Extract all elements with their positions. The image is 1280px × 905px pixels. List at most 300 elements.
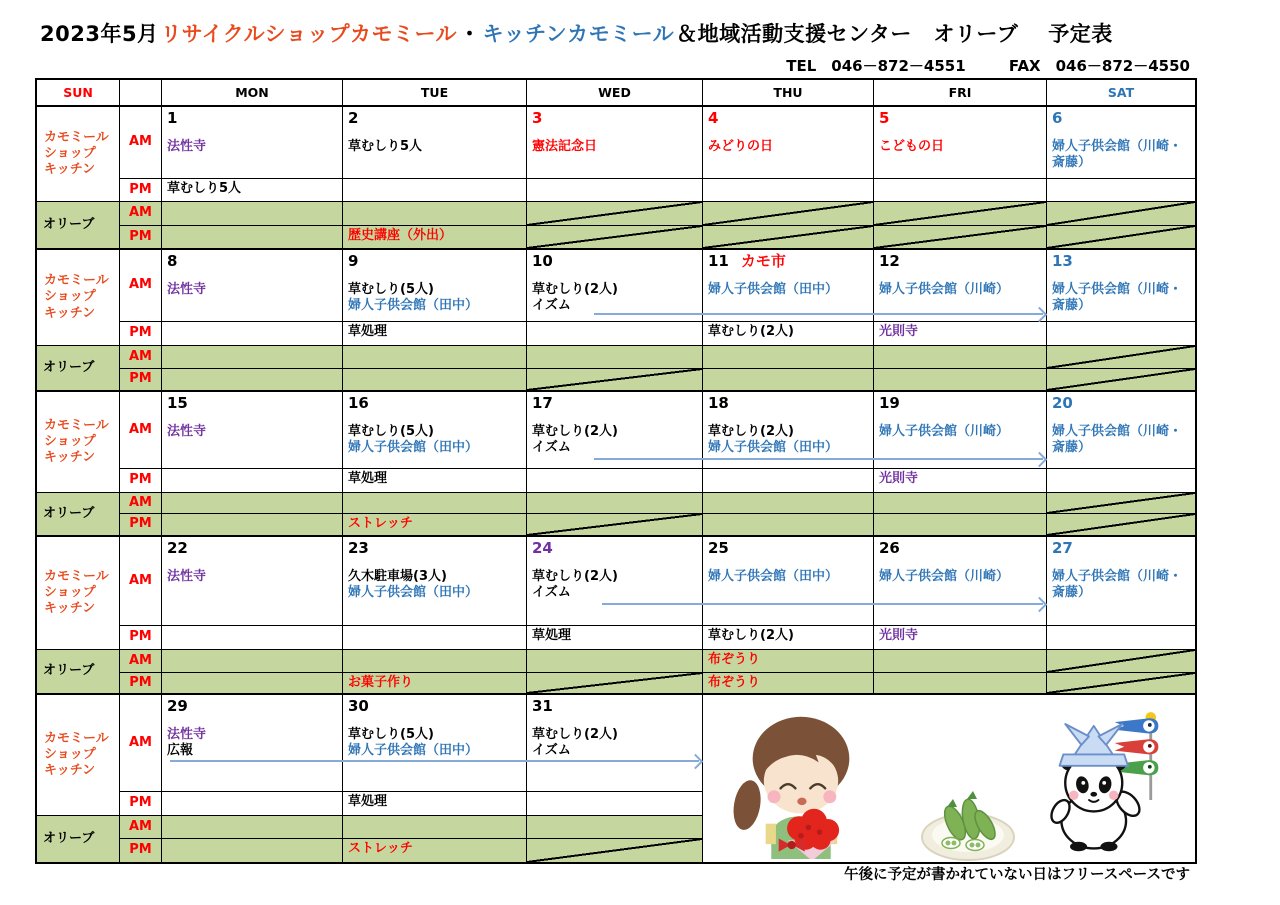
cell-may-8-pm: [162, 322, 343, 346]
olive-pm-entries: [343, 839, 526, 857]
schedule-entry: 法性寺: [167, 281, 207, 297]
green-peas-plate-illustration: [913, 785, 1023, 862]
olive-cell-may-20-am-closed: [1047, 493, 1195, 514]
olive-am-label: AM: [120, 346, 162, 369]
olive-cell-may-24-pm-closed: [527, 673, 703, 695]
schedule-entry: イズム: [532, 298, 571, 313]
group-label-olive: オリーブ: [37, 346, 120, 392]
olive-am-label: AM: [120, 816, 162, 839]
schedule-entry: 法性寺: [167, 138, 207, 154]
olive-pm-entries: [703, 673, 873, 691]
group-label-line: キッチン: [44, 305, 96, 321]
cell-may-13-am: [1047, 250, 1195, 322]
day-header-wed: WED: [527, 80, 703, 107]
day-number: 24: [532, 539, 553, 557]
olive-cell-may-17-am: [527, 493, 703, 514]
schedule-entry: 婦人子供会館（川崎）: [879, 281, 1010, 297]
olive-cell-may-30-am: [343, 816, 527, 839]
group-label-line: ショップ: [44, 289, 96, 305]
schedule-entry: 憲法記念日: [532, 138, 598, 154]
cell-may-16-am: [343, 392, 527, 469]
pm-label: PM: [120, 626, 162, 650]
cell-may-9-am: [343, 250, 527, 322]
pm-label: PM: [120, 469, 162, 493]
cell-may-12-pm: [874, 322, 1047, 346]
schedule-entry: 草処理: [532, 628, 572, 643]
cell-may-24-pm: [527, 626, 703, 650]
am-entries: [527, 282, 702, 315]
schedule-entry: 法性寺: [167, 568, 207, 584]
schedule-entry: 婦人子供会館（田中）: [708, 568, 839, 584]
schedule-entry: イズム: [532, 743, 571, 758]
schedule-entry: 婦人子供会館（田中）: [708, 440, 839, 455]
day-number: 3: [532, 109, 543, 127]
schedule-entry: 婦人子供会館（川崎・斎藤）: [1052, 423, 1183, 455]
group-label-line: カモミール: [44, 273, 109, 289]
schedule-entry: 光則寺: [879, 471, 919, 486]
schedule-entry: 草むしり(2人): [708, 423, 794, 439]
tel-number: TEL 046－872－4551: [786, 57, 966, 75]
olive-cell-may-3-am-closed: [527, 202, 703, 226]
schedule-entry: 婦人子供会館（田中）: [348, 743, 479, 758]
schedule-entry: 草むしり(2人): [708, 628, 794, 643]
pm-label: PM: [120, 322, 162, 346]
cell-may-17-pm: [527, 469, 703, 493]
contact-line: [0, 55, 1190, 76]
day-number: 1: [167, 109, 178, 127]
schedule-entry: イズム: [532, 585, 571, 600]
olive-cell-may-5-am-closed: [874, 202, 1047, 226]
olive-cell-may-31-pm-closed: [527, 839, 703, 862]
pm-entries: [874, 322, 1046, 340]
am-label: AM: [120, 250, 162, 322]
cell-may-10-am: [527, 250, 703, 322]
olive-pm-label: PM: [120, 226, 162, 250]
day-header-sat: SAT: [1047, 80, 1195, 107]
continuation-arrow: [170, 760, 699, 762]
olive-pm-label: PM: [120, 673, 162, 695]
cell-may-8-am: [162, 250, 343, 322]
schedule-entry: 久木駐車場(3人): [348, 568, 447, 584]
olive-cell-may-29-pm: [162, 839, 343, 862]
group-label-olive: オリーブ: [37, 493, 120, 537]
day-number: 10: [532, 252, 553, 270]
cell-may-22-pm: [162, 626, 343, 650]
cell-may-5-am: [874, 107, 1047, 179]
group-label-olive: オリーブ: [37, 202, 120, 250]
olive-cell-may-26-am: [874, 650, 1047, 673]
cell-may-25-am: [703, 537, 874, 626]
olive-cell-may-5-pm-closed: [874, 226, 1047, 250]
cell-may-27-pm: [1047, 626, 1195, 650]
cell-may-29-am: [162, 695, 343, 792]
day-header-fri: FRI: [874, 80, 1047, 107]
olive-cell-may-23-pm: [343, 673, 527, 695]
olive-am-label: AM: [120, 650, 162, 673]
olive-cell-may-10-pm-closed: [527, 369, 703, 392]
cell-may-11-pm: [703, 322, 874, 346]
group-label-kamomille: [37, 695, 120, 816]
am-entries: [343, 139, 526, 155]
olive-cell-may-4-am-closed: [703, 202, 874, 226]
group-label-line: カモミール: [44, 730, 109, 746]
schedule-entry: 草処理: [348, 324, 388, 339]
pm-entries: [527, 626, 702, 644]
group-label-line: ショップ: [44, 584, 96, 600]
day-number: 20: [1052, 394, 1073, 412]
cell-may-30-am: [343, 695, 527, 792]
day-number: 22: [167, 539, 188, 557]
olive-cell-may-15-pm: [162, 514, 343, 537]
cell-may-15-am: [162, 392, 343, 469]
pm-entries: [343, 792, 526, 810]
am-entries: [162, 139, 342, 155]
olive-cell-may-1-am: [162, 202, 343, 226]
cell-may-20-pm: [1047, 469, 1195, 493]
am-entries: [874, 569, 1046, 585]
cell-may-1-pm: [162, 179, 343, 202]
olive-cell-may-11-am: [703, 346, 874, 369]
olive-cell-may-12-pm: [874, 369, 1047, 392]
schedule-entry: 草むしり(5人): [348, 423, 434, 439]
cell-may-13-pm: [1047, 322, 1195, 346]
schedule-entry: 婦人子供会館（川崎・斎藤）: [1052, 138, 1183, 170]
cell-may-6-am: [1047, 107, 1195, 179]
schedule-entry: 法性寺: [167, 423, 207, 439]
schedule-entry: 婦人子供会館（川崎）: [879, 568, 1010, 584]
olive-cell-may-20-pm-closed: [1047, 514, 1195, 537]
am-entries: [703, 569, 873, 585]
olive-am-label: AM: [120, 202, 162, 226]
pm-entries: [874, 626, 1046, 644]
day-number: 15: [167, 394, 188, 412]
olive-cell-may-22-am: [162, 650, 343, 673]
illustration-cell: [703, 695, 1195, 862]
olive-cell-may-11-pm: [703, 369, 874, 392]
olive-cell-may-15-am: [162, 493, 343, 514]
day-number: 6: [1052, 109, 1063, 127]
schedule-entry: 婦人子供会館（川崎・斎藤）: [1052, 568, 1183, 600]
olive-pm-label: PM: [120, 839, 162, 862]
pm-label: PM: [120, 792, 162, 816]
day-number: 25: [708, 539, 729, 557]
am-entries: [1047, 569, 1195, 602]
group-label-line: ショップ: [44, 433, 96, 449]
schedule-entry: 草むしり5人: [167, 181, 242, 196]
pm-entries: [703, 322, 873, 340]
group-label-kamomille: [37, 392, 120, 493]
title-schedule-label: 予定表: [1048, 22, 1113, 46]
am-entries: [874, 282, 1046, 298]
olive-cell-may-27-am-closed: [1047, 650, 1195, 673]
footer-note: 午後に予定が書かれていない日はフリースペースです: [844, 867, 1190, 883]
pm-label: PM: [120, 179, 162, 202]
group-label-line: カモミール: [44, 129, 109, 145]
schedule-entry: みどりの日: [708, 138, 774, 154]
am-entries: [527, 424, 702, 457]
olive-cell-may-9-am: [343, 346, 527, 369]
day-number: 8: [167, 252, 178, 270]
schedule-entry: 婦人子供会館（田中）: [708, 281, 839, 297]
group-label-olive: オリーブ: [37, 650, 120, 695]
cell-may-26-pm: [874, 626, 1047, 650]
cell-may-16-pm: [343, 469, 527, 493]
panda-with-koinobori-illustration: [1033, 705, 1183, 862]
day-number: 26: [879, 539, 900, 557]
schedule-entry: ストレッチ: [348, 841, 413, 856]
schedule-table: [35, 78, 1197, 864]
olive-am-entries: [703, 650, 873, 668]
am-entries: [703, 282, 873, 298]
day-header-mon: MON: [162, 80, 343, 107]
fax-number: FAX 046－872－4550: [1008, 57, 1190, 75]
cell-may-6-pm: [1047, 179, 1195, 202]
olive-cell-may-16-pm: [343, 514, 527, 537]
am-entries: [343, 727, 526, 760]
cell-may-3-pm: [527, 179, 703, 202]
am-label: AM: [120, 537, 162, 626]
am-entries: [703, 424, 873, 457]
day-number: 23: [348, 539, 369, 557]
olive-cell-may-8-pm: [162, 369, 343, 392]
cell-may-1-am: [162, 107, 343, 179]
pm-entries: [343, 322, 526, 340]
cell-may-23-pm: [343, 626, 527, 650]
olive-cell-may-30-pm: [343, 839, 527, 862]
olive-pm-entries: [343, 226, 526, 244]
group-label-line: キッチン: [44, 763, 96, 779]
day-number: 4: [708, 109, 719, 127]
day-number: 29: [167, 697, 188, 715]
day-number: 9: [348, 252, 359, 270]
schedule-entry: 布ぞうり: [708, 675, 761, 690]
cell-may-4-am: [703, 107, 874, 179]
continuation-arrow: [602, 603, 1043, 605]
group-label-line: キッチン: [44, 162, 96, 178]
pm-entries: [703, 626, 873, 644]
cell-may-2-am: [343, 107, 527, 179]
group-label-line: カモミール: [44, 417, 109, 433]
schedule-entry: 布ぞうり: [708, 652, 761, 667]
olive-cell-may-13-am-closed: [1047, 346, 1195, 369]
olive-cell-may-31-am: [527, 816, 703, 839]
page-title: [40, 18, 1115, 48]
am-entries: [162, 282, 342, 298]
am-entries: [343, 569, 526, 602]
day-header-spacer: [120, 80, 162, 107]
day-header-sun: SUN: [37, 80, 120, 107]
olive-cell-may-18-am: [703, 493, 874, 514]
day-number: 5: [879, 109, 890, 127]
group-label-olive: オリーブ: [37, 816, 120, 862]
am-label: AM: [120, 107, 162, 179]
olive-cell-may-25-am: [703, 650, 874, 673]
schedule-entry: 婦人子供会館（田中）: [348, 440, 479, 455]
cell-may-5-pm: [874, 179, 1047, 202]
day-event-badge: カモ市: [740, 252, 786, 270]
group-label-line: ショップ: [44, 746, 96, 762]
cell-may-27-am: [1047, 537, 1195, 626]
day-number: 18: [708, 394, 729, 412]
olive-cell-may-22-pm: [162, 673, 343, 695]
am-label: AM: [120, 392, 162, 469]
schedule-entry: 光則寺: [879, 628, 919, 643]
olive-cell-may-1-pm: [162, 226, 343, 250]
continuation-arrow: [594, 458, 1043, 460]
schedule-entry: 法性寺: [167, 726, 207, 742]
cell-may-3-am: [527, 107, 703, 179]
olive-cell-may-19-pm: [874, 514, 1047, 537]
schedule-entry: 草むしり(2人): [532, 423, 618, 439]
am-entries: [703, 139, 873, 155]
schedule-entry: お菓子作り: [348, 675, 414, 690]
cell-may-22-am: [162, 537, 343, 626]
olive-pm-entries: [343, 514, 526, 532]
day-number: 12: [879, 252, 900, 270]
schedule-entry: 草むしり5人: [348, 138, 423, 154]
olive-pm-label: PM: [120, 514, 162, 537]
schedule-entry: イズム: [532, 440, 571, 455]
cell-may-20-am: [1047, 392, 1195, 469]
cell-may-31-am: [527, 695, 703, 792]
schedule-entry: 草むしり(2人): [532, 726, 618, 742]
group-label-kamomille: [37, 107, 120, 202]
cell-may-12-am: [874, 250, 1047, 322]
day-number: 19: [879, 394, 900, 412]
schedule-entry: 草むしり(2人): [708, 324, 794, 339]
olive-cell-may-2-am: [343, 202, 527, 226]
schedule-entry: 婦人子供会館（川崎・斎藤）: [1052, 281, 1183, 313]
am-entries: [874, 424, 1046, 440]
olive-cell-may-18-pm: [703, 514, 874, 537]
olive-cell-may-10-am: [527, 346, 703, 369]
cell-may-11-am: [703, 250, 874, 322]
pm-entries: [162, 179, 342, 197]
schedule-entry: 歴史講座（外出）: [348, 228, 453, 243]
title-recycle-shop: リサイクルショップカモミール: [160, 22, 458, 46]
cell-may-23-am: [343, 537, 527, 626]
cell-may-9-pm: [343, 322, 527, 346]
olive-cell-may-9-pm: [343, 369, 527, 392]
schedule-entry: ストレッチ: [348, 516, 413, 531]
day-number: 16: [348, 394, 369, 412]
olive-cell-may-6-am-closed: [1047, 202, 1195, 226]
cell-may-25-pm: [703, 626, 874, 650]
schedule-entry: 草むしり(2人): [532, 568, 618, 584]
day-number: 27: [1052, 539, 1073, 557]
cell-may-15-pm: [162, 469, 343, 493]
olive-cell-may-6-pm-closed: [1047, 226, 1195, 250]
cell-may-30-pm: [343, 792, 527, 816]
am-entries: [1047, 139, 1195, 172]
am-entries: [343, 282, 526, 315]
cell-may-29-pm: [162, 792, 343, 816]
day-number: 11 カモ市: [708, 252, 786, 270]
am-entries: [527, 727, 702, 760]
olive-cell-may-19-am: [874, 493, 1047, 514]
am-entries: [162, 727, 342, 760]
olive-cell-may-26-pm: [874, 673, 1047, 695]
group-label-kamomille: [37, 250, 120, 346]
group-label-line: カモミール: [44, 568, 109, 584]
group-label-line: キッチン: [44, 601, 96, 617]
schedule-entry: 草むしり(2人): [532, 281, 618, 297]
pm-entries: [343, 469, 526, 487]
olive-cell-may-3-pm-closed: [527, 226, 703, 250]
cell-may-31-pm: [527, 792, 703, 816]
pm-entries: [874, 469, 1046, 487]
schedule-entry: 光則寺: [879, 324, 919, 339]
olive-cell-may-29-am: [162, 816, 343, 839]
day-number: 2: [348, 109, 359, 127]
title-separator: ・: [459, 22, 481, 46]
am-entries: [1047, 282, 1195, 315]
schedule-entry: 広報: [167, 743, 194, 758]
cell-may-19-pm: [874, 469, 1047, 493]
day-header-thu: THU: [703, 80, 874, 107]
olive-am-label: AM: [120, 493, 162, 514]
am-entries: [343, 424, 526, 457]
day-number: 17: [532, 394, 553, 412]
olive-cell-may-2-pm: [343, 226, 527, 250]
day-number: 30: [348, 697, 369, 715]
continuation-arrow: [594, 313, 1043, 315]
schedule-entry: 草むしり(5人): [348, 281, 434, 297]
schedule-entry: こどもの日: [879, 138, 945, 154]
group-label-kamomille: [37, 537, 120, 650]
olive-cell-may-13-pm-closed: [1047, 369, 1195, 392]
group-label-line: ショップ: [44, 145, 96, 161]
olive-cell-may-12-am: [874, 346, 1047, 369]
am-entries: [162, 424, 342, 440]
olive-cell-may-27-pm-closed: [1047, 673, 1195, 695]
cell-may-10-pm: [527, 322, 703, 346]
olive-cell-may-17-pm-closed: [527, 514, 703, 537]
schedule-entry: 草処理: [348, 794, 388, 809]
schedule-entry: 婦人子供会館（川崎）: [879, 423, 1010, 439]
mothers-day-girl-illustration: [721, 701, 881, 862]
cell-may-26-am: [874, 537, 1047, 626]
olive-cell-may-16-am: [343, 493, 527, 514]
schedule-entry: 婦人子供会館（田中）: [348, 585, 479, 600]
olive-cell-may-8-am: [162, 346, 343, 369]
day-header-tue: TUE: [343, 80, 527, 107]
am-label: AM: [120, 695, 162, 792]
title-center-olive: ＆地域活動支援センター オリーブ: [676, 22, 1019, 46]
title-month: 2023年5月: [40, 22, 159, 46]
olive-cell-may-4-pm-closed: [703, 226, 874, 250]
cell-may-24-am: [527, 537, 703, 626]
day-number: 31: [532, 697, 553, 715]
olive-cell-may-23-am: [343, 650, 527, 673]
schedule-entry: 草処理: [348, 471, 388, 486]
olive-pm-entries: [343, 673, 526, 691]
olive-cell-may-24-am: [527, 650, 703, 673]
am-entries: [162, 569, 342, 585]
am-entries: [527, 139, 702, 155]
am-entries: [527, 569, 702, 602]
olive-pm-label: PM: [120, 369, 162, 392]
am-entries: [1047, 424, 1195, 457]
schedule-entry: 草むしり(5人): [348, 726, 434, 742]
cell-may-18-pm: [703, 469, 874, 493]
olive-cell-may-25-pm: [703, 673, 874, 695]
cell-may-2-pm: [343, 179, 527, 202]
group-label-line: キッチン: [44, 450, 96, 466]
schedule-entry: 婦人子供会館（田中）: [348, 298, 479, 313]
cell-may-4-pm: [703, 179, 874, 202]
day-number: 13: [1052, 252, 1073, 270]
